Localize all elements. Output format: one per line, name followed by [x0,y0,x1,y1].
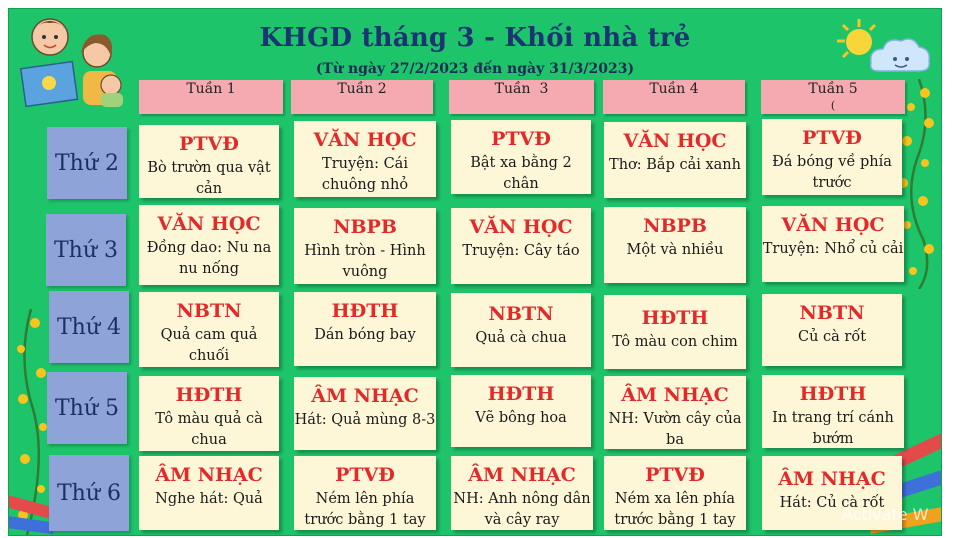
lesson-card [294,456,436,530]
lesson-content: Nghe hát: Quả [155,491,263,507]
lesson-card [139,205,279,285]
lesson-content: Truyện: Cây táo [462,243,580,259]
lesson-content: Quả cam quả chuối [160,327,258,364]
lesson-card [604,122,746,198]
lesson-content: Ném xa lên phía trước bằng 1 tay [614,491,736,528]
week-header-3 [449,80,594,114]
day-text: Thứ 4 [56,314,121,340]
day-text: Thứ 3 [53,237,118,263]
week-label: Tuần 3 [494,81,549,97]
lesson-content: Dán bóng bay [314,327,416,343]
lesson-content: Tô màu quả cà chua [155,411,263,448]
day-text: Thứ 6 [56,480,121,506]
lesson-subject: NBTN [488,303,554,325]
week-label: Tuần 4 [649,81,699,97]
lesson-content: Vẽ bông hoa [475,410,567,426]
lesson-subject: HĐTH [331,300,399,322]
lesson-content: Một và nhiều [626,242,724,258]
day-label-tue [46,214,126,286]
lesson-card [294,208,436,284]
lesson-subject: ÂM NHẠC [155,464,263,486]
lesson-subject: PTVĐ [491,128,551,150]
lesson-subject: PTVĐ [335,464,395,486]
lesson-subject: NBTN [176,300,242,322]
lesson-content: Hát: Củ cà rốt [779,495,885,511]
lesson-content: Đá bóng về phía trước [772,154,892,191]
lesson-subject: PTVĐ [179,133,239,155]
lesson-content: Củ cà rốt [797,329,867,345]
lesson-content: Hát: Quả mùng 8-3 [294,412,436,428]
lesson-content: Bò trườn qua vật cản [147,160,271,197]
lesson-content: Hình tròn - Hình vuông [304,243,426,280]
week-header-1 [139,80,283,114]
lesson-subject: VĂN HỌC [623,130,727,152]
lesson-subject: VĂN HỌC [157,213,261,235]
lesson-content: Đồng dao: Nu na nu nống [146,240,272,277]
lesson-subject: HĐTH [799,383,867,405]
lesson-subject: HĐTH [175,384,243,406]
lesson-subject: NBPB [333,216,397,238]
lesson-content: Quả cà chua [475,330,567,346]
lesson-content: NH: Vườn cây của ba [608,411,742,448]
week-header-4 [603,80,745,114]
lesson-subject: VĂN HỌC [313,129,417,151]
lesson-card [451,208,591,284]
lesson-subject: PTVĐ [645,464,705,486]
lesson-content: Truyện: Nhổ củ cải [762,241,904,257]
lesson-subject: HĐTH [487,383,555,405]
week-header-2 [291,80,433,114]
lesson-subject: ÂM NHẠC [311,385,419,407]
lesson-subject: VĂN HỌC [469,216,573,238]
lesson-card [294,121,436,197]
lesson-content: Thơ: Bắp cải xanh [609,157,741,173]
lesson-card [604,207,746,283]
week-label: Tuần 1 [186,81,236,97]
lesson-subject: PTVĐ [802,127,862,149]
day-label-wed [49,291,129,363]
lesson-card [139,125,279,198]
week-label: Tuần 2 [337,81,387,97]
lesson-card [762,119,902,195]
page-title: KHGD tháng 3 - Khối nhà trẻ [259,23,691,53]
activation-watermark: Activate W [842,505,929,524]
lesson-content: NH: Anh nông dân và cây ray [453,491,591,528]
day-label-thu [47,372,127,444]
lesson-subject: NBPB [643,215,707,237]
lesson-card [139,456,279,530]
day-text: Thứ 2 [54,150,119,176]
lesson-card [451,456,593,530]
lesson-card [762,294,902,366]
day-label-mon [47,127,127,199]
lesson-card [294,292,436,366]
day-text: Thứ 5 [54,395,119,421]
lesson-content: In trang trí cánh bướm [772,410,894,447]
lesson-card [451,120,591,194]
pencils-illustration-left [9,487,53,535]
week-label-extra: ( [830,99,836,112]
lesson-card [604,376,746,449]
week-label: Tuần 5 [808,81,858,97]
lesson-card [604,295,746,369]
lesson-card [762,375,904,448]
lesson-card [139,292,279,367]
lesson-card [451,293,591,367]
lesson-content: Bật xa bằng 2 chân [470,155,572,192]
lesson-card [294,377,436,450]
lesson-subject: ÂM NHẠC [468,464,576,486]
lesson-subject: VĂN HỌC [781,214,885,236]
lesson-card [762,206,904,282]
lesson-content: Tô màu con chim [612,334,738,350]
lesson-subject: ÂM NHẠC [778,468,886,490]
week-header-5 [761,80,905,114]
lesson-subject: HĐTH [641,307,709,329]
lesson-card [139,376,279,451]
lesson-content: Ném lên phía trước bằng 1 tay [304,491,426,528]
page-subtitle: (Từ ngày 27/2/2023 đến ngày 31/3/2023) [315,61,635,77]
slide [8,8,942,536]
lesson-card [604,456,746,530]
lesson-content: Truyện: Cái chuông nhỏ [321,156,409,193]
day-label-fri [49,455,129,531]
lesson-subject: NBTN [799,302,865,324]
lesson-card [451,375,591,447]
lesson-subject: ÂM NHẠC [621,384,729,406]
